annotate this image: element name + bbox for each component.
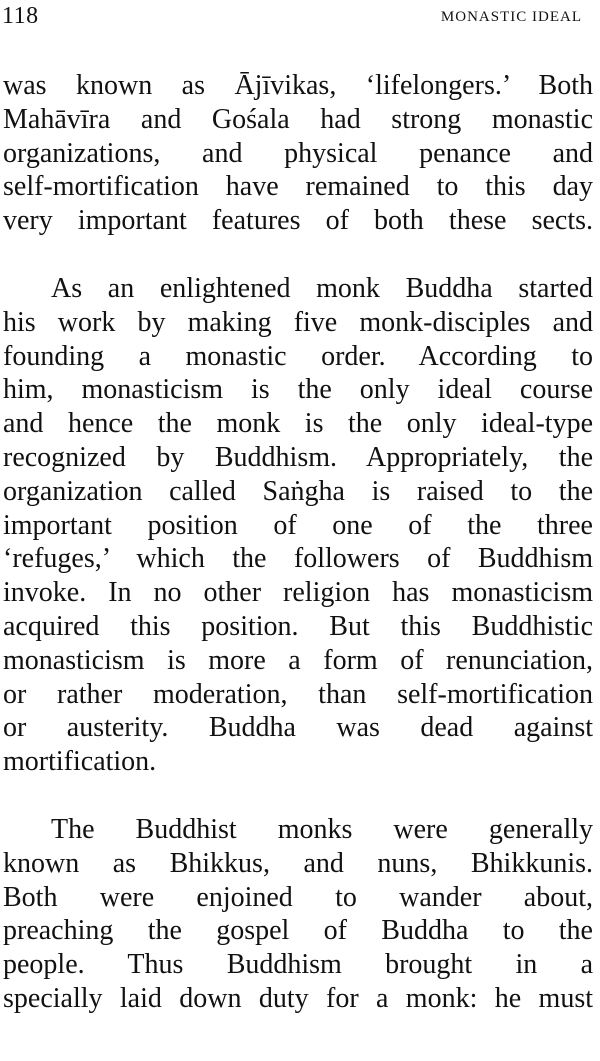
text-line: Both were enjoined to wander about, [3,881,593,913]
text-line: invoke. In no other religion has monasticism [3,577,593,609]
text-line: self-mortification have remained to this day [3,171,593,203]
text-line: was known as Ājīvikas, ‘lifelongers.’ Both [3,70,593,101]
text-line: organization called Saṅgha is raised to the [3,475,593,507]
text-line: mortification. [3,746,157,778]
text-line: specially laid down duty for a monk: he must [3,982,593,1014]
text-line: known as Bhikkus, and nuns, Bhikkunis. [3,847,593,879]
running-head: MONASTIC IDEAL [440,9,582,25]
text-line: founding a monastic order. According to [3,340,593,372]
text-line: his work by making five monk-disciples and [3,306,593,338]
text-line: him, monasticism is the only ideal course [3,374,593,406]
text-line: very important features of both these sects. [3,205,593,237]
text-line: As an enlightened monk Buddha started [51,272,593,304]
text-line: or austerity. Buddha was dead against [3,712,593,744]
page-header [2,0,594,40]
text-line: acquired this position. But this Buddhistic [3,610,593,642]
body-text [3,69,593,1016]
text-line: ‘refuges,’ which the followers of Buddhism [3,543,593,575]
text-line: organizations, and physical penance and [3,137,593,169]
paragraph [3,813,593,1016]
text-line: and hence the monk is the only ideal-type [3,408,593,440]
text-line: people. Thus Buddhism brought in a [3,949,593,981]
paragraph [3,69,593,238]
text-line: preaching the gospel of Buddha to the [3,915,593,947]
paragraph [3,272,593,779]
page-number: 118 [2,3,39,29]
text-line: Mahāvīra and Gośala had strong monastic [3,103,593,135]
text-line: or rather moderation, than self-mortification [3,678,593,710]
text-line: important position of one of the three [3,509,593,541]
text-line: monasticism is more a form of renunciation, [3,644,593,676]
text-line: recognized by Buddhism. Appropriately, the [3,441,593,473]
text-line: The Buddhist monks were generally [51,813,593,845]
